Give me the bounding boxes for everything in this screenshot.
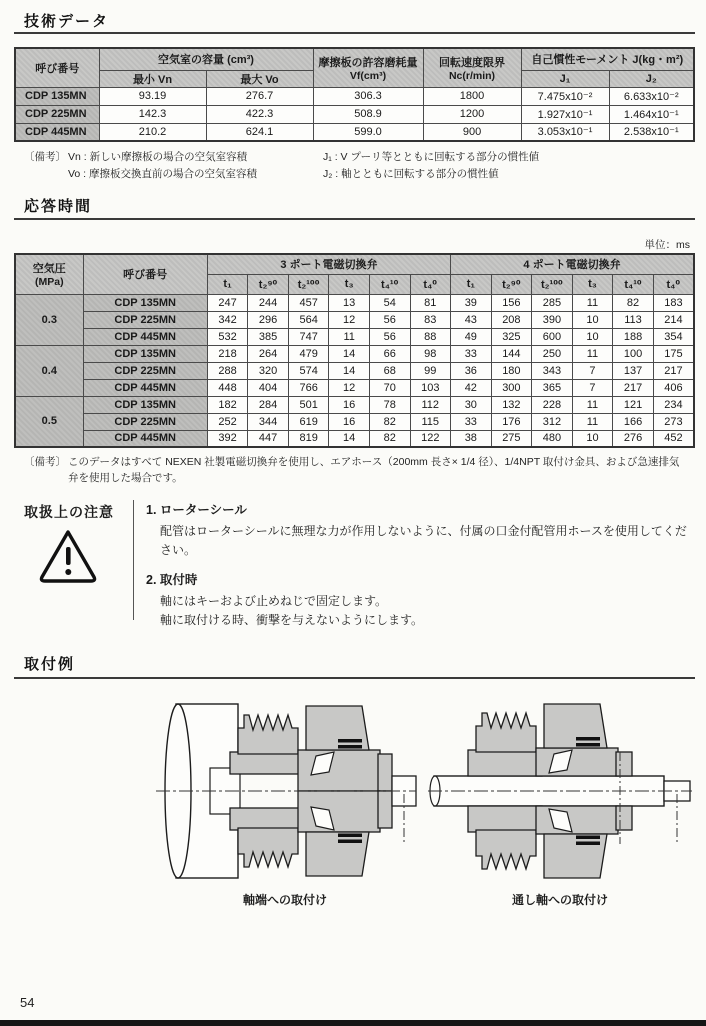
table-cell: 244 <box>248 294 289 311</box>
table-cell: 392 <box>207 430 248 447</box>
table-cell: 144 <box>491 345 532 362</box>
table-row <box>15 362 694 379</box>
page-number: 54 <box>20 995 35 1010</box>
table-cell: 7 <box>572 362 613 379</box>
tech-data-title: 技術データ <box>24 13 110 30</box>
col-j2: J₂ <box>609 70 694 87</box>
table-cell: 11 <box>572 345 613 362</box>
table-cell: 532 <box>207 328 248 345</box>
col-min-vn: 最小 Vn <box>99 70 206 87</box>
table-cell: 82 <box>613 294 654 311</box>
col-t: t₃ <box>572 274 613 294</box>
table-cell: 54 <box>369 294 410 311</box>
response-note <box>24 454 688 486</box>
col-speed-limit: 回転速度限界 Nc(r/min) <box>423 48 521 87</box>
tech-header-row-1 <box>15 48 694 70</box>
col-t: t₂¹⁰⁰ <box>288 274 329 294</box>
table-cell: 2.538x10⁻¹ <box>609 123 694 141</box>
table-cell: 457 <box>288 294 329 311</box>
table-cell: 100 <box>613 345 654 362</box>
table-cell: 247 <box>207 294 248 311</box>
handling-item1-title: 1. ローターシール <box>146 503 247 517</box>
table-cell: 113 <box>613 311 654 328</box>
model-cell: CDP 135MN <box>83 345 207 362</box>
table-cell: 12 <box>329 311 370 328</box>
table-cell: 1.927x10⁻¹ <box>521 105 609 123</box>
response-time-title: 応答時間 <box>24 198 93 215</box>
note-label: 〔備考〕 <box>24 151 66 163</box>
col-wear: 摩擦板の許容磨耗量 Vf(cm³) <box>313 48 423 87</box>
model-cell: CDP 225MN <box>83 413 207 430</box>
table-row <box>15 105 694 123</box>
table-cell: 422.3 <box>206 105 313 123</box>
table-cell: 288 <box>207 362 248 379</box>
table-cell: 344 <box>248 413 289 430</box>
note-label: 〔備考〕 <box>24 456 66 468</box>
pressure-cell: 0.4 <box>15 345 83 396</box>
table-row <box>15 430 694 447</box>
table-cell: 142.3 <box>99 105 206 123</box>
table-cell: 49 <box>451 328 492 345</box>
tech-data-table <box>14 47 695 142</box>
table-cell: 11 <box>572 413 613 430</box>
through-shaft-caption: 通し軸への取付け <box>511 893 608 907</box>
warning-icon <box>38 528 98 589</box>
through-shaft-mounting-diagram <box>424 694 696 894</box>
table-cell: 16 <box>329 396 370 413</box>
col-4port-valve: 4 ポート電磁切換弁 <box>451 254 694 274</box>
table-cell: 14 <box>329 362 370 379</box>
table-cell: 33 <box>451 345 492 362</box>
table-cell: 508.9 <box>313 105 423 123</box>
table-cell: 276 <box>613 430 654 447</box>
col-t: t₁ <box>207 274 248 294</box>
response-table-body <box>15 294 694 447</box>
table-cell: 42 <box>451 379 492 396</box>
table-cell: 83 <box>410 311 451 328</box>
col-t: t₂¹⁰⁰ <box>532 274 573 294</box>
table-cell: 70 <box>369 379 410 396</box>
table-cell: 406 <box>653 379 694 396</box>
table-cell: 747 <box>288 328 329 345</box>
table-cell: 480 <box>532 430 573 447</box>
table-cell: 7.475x10⁻² <box>521 87 609 105</box>
table-cell: 1800 <box>423 87 521 105</box>
note-text: このデータはすべて NEXEN 社製電磁切換弁を使用し、エアホース（200mm 長さ× 1/4 径）、1/4NPT 取付け金具、および急速排気弁を使用した場合です。 <box>68 456 680 484</box>
table-cell: 275 <box>491 430 532 447</box>
table-cell: 624.1 <box>206 123 313 141</box>
resp-header-row-1 <box>15 254 694 274</box>
table-cell: 264 <box>248 345 289 362</box>
model-cell: CDP 445MN <box>15 123 99 141</box>
handling-item1-body: 配管はローターシールに無理な力が作用しないように、付属の口金付配管用ホースを使用してください。 <box>160 524 687 557</box>
table-row <box>15 294 694 311</box>
pressure-cell: 0.5 <box>15 396 83 447</box>
pressure-cell: 0.3 <box>15 294 83 345</box>
handling-title: 取扱上の注意 <box>24 504 114 520</box>
col-pressure: 空気圧 (MPa) <box>15 254 83 294</box>
table-cell: 81 <box>410 294 451 311</box>
table-cell: 819 <box>288 430 329 447</box>
table-cell: 217 <box>653 362 694 379</box>
table-cell: 93.19 <box>99 87 206 105</box>
note-vn: Vn : 新しい摩擦板の場合の空気室容積 <box>68 151 248 163</box>
table-row <box>15 413 694 430</box>
table-cell: 99 <box>410 362 451 379</box>
table-cell: 98 <box>410 345 451 362</box>
table-cell: 121 <box>613 396 654 413</box>
table-cell: 156 <box>491 294 532 311</box>
table-cell: 312 <box>532 413 573 430</box>
col-model: 呼び番号 <box>83 254 207 294</box>
handling-item2-line2: 軸に取付ける時、衝撃を与えないようにします。 <box>160 613 424 627</box>
table-cell: 176 <box>491 413 532 430</box>
table-row <box>15 379 694 396</box>
table-cell: 218 <box>207 345 248 362</box>
model-cell: CDP 135MN <box>83 294 207 311</box>
table-row <box>15 345 694 362</box>
table-cell: 11 <box>329 328 370 345</box>
model-cell: CDP 445MN <box>83 379 207 396</box>
table-cell: 252 <box>207 413 248 430</box>
col-max-vo: 最大 Vo <box>206 70 313 87</box>
table-cell: 33 <box>451 413 492 430</box>
response-time-table <box>14 253 695 448</box>
table-cell: 574 <box>288 362 329 379</box>
table-cell: 354 <box>653 328 694 345</box>
table-cell: 900 <box>423 123 521 141</box>
table-cell: 14 <box>329 345 370 362</box>
table-cell: 68 <box>369 362 410 379</box>
table-cell: 10 <box>572 311 613 328</box>
shaft-end-mounting-diagram <box>150 694 420 894</box>
col-t: t₄¹⁰ <box>613 274 654 294</box>
table-cell: 564 <box>288 311 329 328</box>
handling-divider <box>133 500 134 620</box>
table-cell: 342 <box>207 311 248 328</box>
col-air-volume: 空気室の容量 (cm³) <box>99 48 313 70</box>
table-cell: 3.053x10⁻¹ <box>521 123 609 141</box>
table-cell: 103 <box>410 379 451 396</box>
table-cell: 234 <box>653 396 694 413</box>
table-cell: 38 <box>451 430 492 447</box>
note-j2: J₂ : 軸とともに回転する部分の慣性値 <box>323 168 499 180</box>
table-cell: 343 <box>532 362 573 379</box>
table-cell: 447 <box>248 430 289 447</box>
table-cell: 284 <box>248 396 289 413</box>
table-cell: 10 <box>572 328 613 345</box>
col-t: t₃ <box>329 274 370 294</box>
table-cell: 1200 <box>423 105 521 123</box>
table-cell: 285 <box>532 294 573 311</box>
tech-rule <box>14 32 695 34</box>
table-cell: 6.633x10⁻² <box>609 87 694 105</box>
mounting-title: 取付例 <box>24 656 76 673</box>
table-cell: 390 <box>532 311 573 328</box>
table-cell: 182 <box>207 396 248 413</box>
table-row <box>15 396 694 413</box>
table-cell: 43 <box>451 311 492 328</box>
table-cell: 11 <box>572 294 613 311</box>
table-cell: 132 <box>491 396 532 413</box>
table-row <box>15 311 694 328</box>
table-cell: 600 <box>532 328 573 345</box>
table-cell: 210.2 <box>99 123 206 141</box>
col-t: t₂⁹⁰ <box>491 274 532 294</box>
table-cell: 82 <box>369 413 410 430</box>
table-row <box>15 123 694 141</box>
model-cell: CDP 225MN <box>15 105 99 123</box>
table-cell: 296 <box>248 311 289 328</box>
table-cell: 66 <box>369 345 410 362</box>
table-cell: 619 <box>288 413 329 430</box>
table-cell: 276.7 <box>206 87 313 105</box>
response-rule <box>14 218 695 220</box>
table-cell: 188 <box>613 328 654 345</box>
table-row <box>15 87 694 105</box>
table-cell: 766 <box>288 379 329 396</box>
col-inertia: 自己慣性モーメント J(kg・m²) <box>521 48 694 70</box>
model-cell: CDP 135MN <box>83 396 207 413</box>
tech-notes <box>24 149 539 183</box>
col-t: t₄⁰ <box>410 274 451 294</box>
table-cell: 217 <box>613 379 654 396</box>
table-cell: 30 <box>451 396 492 413</box>
table-cell: 501 <box>288 396 329 413</box>
col-t: t₂⁹⁰ <box>248 274 289 294</box>
table-cell: 404 <box>248 379 289 396</box>
model-cell: CDP 445MN <box>83 430 207 447</box>
table-cell: 214 <box>653 311 694 328</box>
table-cell: 228 <box>532 396 573 413</box>
table-cell: 250 <box>532 345 573 362</box>
table-cell: 36 <box>451 362 492 379</box>
table-cell: 115 <box>410 413 451 430</box>
model-cell: CDP 225MN <box>83 311 207 328</box>
table-cell: 452 <box>653 430 694 447</box>
col-j1: J₁ <box>521 70 609 87</box>
table-cell: 320 <box>248 362 289 379</box>
table-cell: 56 <box>369 328 410 345</box>
table-cell: 273 <box>653 413 694 430</box>
table-cell: 13 <box>329 294 370 311</box>
table-cell: 11 <box>572 396 613 413</box>
table-cell: 78 <box>369 396 410 413</box>
col-t: t₄⁰ <box>653 274 694 294</box>
tech-table-body <box>15 87 694 141</box>
note-vo: Vo : 摩擦板交換直前の場合の空気室容積 <box>68 168 258 180</box>
unit-label: 単位：ms <box>644 239 690 251</box>
table-cell: 39 <box>451 294 492 311</box>
table-cell: 599.0 <box>313 123 423 141</box>
table-cell: 365 <box>532 379 573 396</box>
page-bottom-edge <box>0 1020 706 1026</box>
table-cell: 12 <box>329 379 370 396</box>
col-model: 呼び番号 <box>15 48 99 87</box>
table-cell: 479 <box>288 345 329 362</box>
table-row <box>15 328 694 345</box>
table-cell: 306.3 <box>313 87 423 105</box>
col-3port-valve: 3 ポート電磁切換弁 <box>207 254 450 274</box>
handling-item2-line1: 軸にはキーおよび止めねじで固定します。 <box>160 594 388 608</box>
table-cell: 448 <box>207 379 248 396</box>
table-cell: 14 <box>329 430 370 447</box>
table-cell: 10 <box>572 430 613 447</box>
table-cell: 385 <box>248 328 289 345</box>
table-cell: 175 <box>653 345 694 362</box>
table-cell: 137 <box>613 362 654 379</box>
note-j1: J₁ : V プーリ等とともに回転する部分の慣性値 <box>323 151 540 163</box>
table-cell: 56 <box>369 311 410 328</box>
table-cell: 166 <box>613 413 654 430</box>
table-cell: 112 <box>410 396 451 413</box>
table-cell: 208 <box>491 311 532 328</box>
mounting-rule <box>14 677 695 679</box>
table-cell: 180 <box>491 362 532 379</box>
col-t: t₁ <box>451 274 492 294</box>
table-cell: 300 <box>491 379 532 396</box>
table-cell: 325 <box>491 328 532 345</box>
model-cell: CDP 225MN <box>83 362 207 379</box>
table-cell: 16 <box>329 413 370 430</box>
table-cell: 122 <box>410 430 451 447</box>
table-cell: 1.464x10⁻¹ <box>609 105 694 123</box>
shaft-end-caption: 軸端への取付け <box>242 893 327 907</box>
table-cell: 82 <box>369 430 410 447</box>
model-cell: CDP 445MN <box>83 328 207 345</box>
table-cell: 88 <box>410 328 451 345</box>
model-cell: CDP 135MN <box>15 87 99 105</box>
col-t: t₄¹⁰ <box>369 274 410 294</box>
table-cell: 183 <box>653 294 694 311</box>
handling-item2-title: 2. 取付時 <box>146 573 198 587</box>
table-cell: 7 <box>572 379 613 396</box>
